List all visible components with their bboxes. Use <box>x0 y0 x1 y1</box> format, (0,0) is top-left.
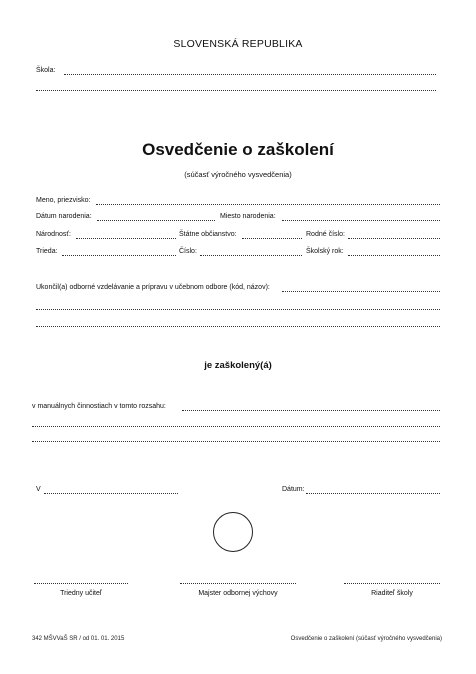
scope-field-line-2[interactable] <box>32 426 440 427</box>
nationality-field[interactable] <box>76 238 176 239</box>
date-label: Dátum: <box>282 486 305 493</box>
school-field-line-1[interactable] <box>64 74 436 75</box>
birth-date-label: Dátum narodenia: <box>36 213 92 220</box>
number-label: Číslo: <box>179 248 197 255</box>
name-field[interactable] <box>96 204 440 205</box>
number-field[interactable] <box>200 255 302 256</box>
place-label: V <box>36 486 41 493</box>
footer-form-code: 342 MŠVVaŠ SR / od 01. 01. 2015 <box>32 636 125 642</box>
document-title: Osvedčenie o zaškolení <box>142 140 334 159</box>
date-field[interactable] <box>306 493 440 494</box>
country-heading: SLOVENSKÁ REPUBLIKA <box>173 38 303 50</box>
birth-date-field[interactable] <box>97 220 215 221</box>
class-teacher-label: Triedny učiteľ <box>60 590 102 597</box>
citizenship-field[interactable] <box>242 238 302 239</box>
name-label: Meno, priezvisko: <box>36 197 91 204</box>
class-field[interactable] <box>62 255 176 256</box>
education-field-line-2[interactable] <box>36 309 440 310</box>
birth-place-label: Miesto narodenia: <box>220 213 276 220</box>
scope-field-line-1[interactable] <box>182 410 440 411</box>
vocational-master-label: Majster odbornej výchovy <box>198 590 278 597</box>
school-label: Škola: <box>36 67 56 74</box>
vocational-master-signature-line[interactable] <box>180 583 296 584</box>
school-year-field[interactable] <box>348 255 440 256</box>
scope-field-line-3[interactable] <box>32 441 440 442</box>
principal-signature-line[interactable] <box>344 583 440 584</box>
education-field-line-3[interactable] <box>36 326 440 327</box>
education-field-line-1[interactable] <box>282 291 440 292</box>
document-subtitle: (súčasť výročného vysvedčenia) <box>184 170 292 179</box>
trained-heading: je zaškolený(á) <box>204 360 272 371</box>
class-label: Trieda: <box>36 248 58 255</box>
principal-label: Riaditeľ školy <box>371 590 413 597</box>
scope-label: v manuálnych činnostiach v tomto rozsahu: <box>32 403 166 410</box>
class-teacher-signature-line[interactable] <box>34 583 128 584</box>
place-field[interactable] <box>44 493 178 494</box>
birth-number-label: Rodné číslo: <box>306 231 345 238</box>
birth-number-field[interactable] <box>348 238 440 239</box>
footer-document-name: Osvedčenie o zaškolení (súčasť výročného vysvedčenia) <box>290 636 442 642</box>
citizenship-label: Štátne občianstvo: <box>179 231 237 238</box>
school-year-label: Školský rok: <box>306 248 344 255</box>
education-label: Ukončil(a) odborné vzdelávanie a prípravu v učebnom odbore (kód, názov): <box>36 284 270 291</box>
stamp-circle <box>213 512 253 552</box>
nationality-label: Národnosť: <box>36 231 71 238</box>
school-field-line-2[interactable] <box>36 90 436 91</box>
birth-place-field[interactable] <box>282 220 440 221</box>
